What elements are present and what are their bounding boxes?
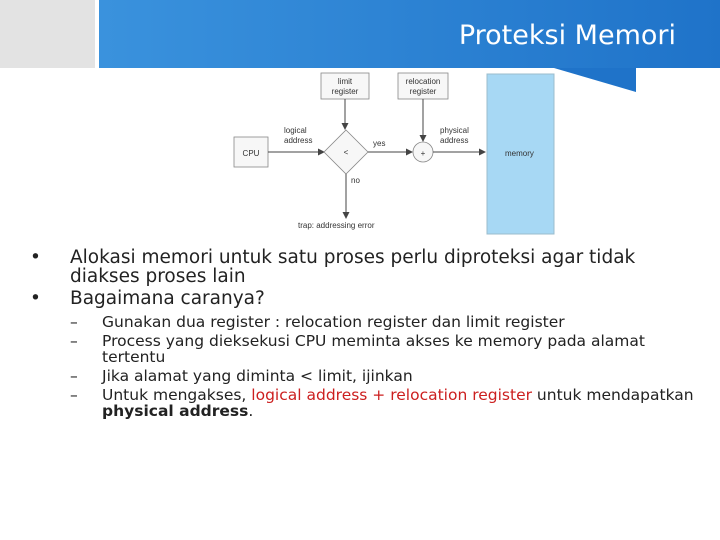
compare-symbol: < — [343, 148, 349, 157]
slide-title: Proteksi Memori — [458, 20, 676, 51]
header-fold — [554, 68, 636, 92]
dash-marker: – — [70, 386, 78, 404]
bullet-marker: • — [30, 247, 41, 268]
relocation-register-label-line2: register — [409, 87, 437, 96]
bullet-list — [30, 248, 700, 422]
sub-bullet-text-mid: untuk mendapatkan — [532, 386, 694, 404]
dash-marker: – — [70, 332, 78, 350]
bullet-item — [30, 289, 700, 419]
bullet-text: Alokasi memori untuk satu proses perlu diproteksi agar tidak diakses proses lain — [70, 247, 636, 287]
highlight-logical-plus-relocation: logical address + relocation register — [251, 386, 532, 404]
sub-bullet-list — [70, 314, 700, 419]
sub-bullet-text-end: . — [248, 402, 254, 420]
sub-bullet-text-prefix: Untuk mengakses, — [102, 386, 252, 404]
memory-label: memory — [505, 149, 534, 158]
bullet-text: Bagaimana caranya? — [70, 288, 265, 309]
limit-register-label-line1: limit — [337, 77, 353, 86]
adder-symbol: + — [420, 149, 426, 158]
logical-address-label-line2: address — [284, 136, 313, 145]
sub-bullet-item — [70, 387, 700, 419]
sub-bullet-text: Jika alamat yang diminta < limit, ijinkan — [102, 367, 413, 385]
physical-address-label-line2: address — [440, 136, 469, 145]
sub-bullet-item — [70, 368, 700, 384]
relocation-register-label-line1: relocation — [405, 77, 441, 86]
bold-physical-address: physical address — [102, 402, 249, 420]
sub-bullet-text: Gunakan dua register : relocation register dan limit register — [102, 313, 565, 331]
yes-label: yes — [373, 139, 386, 148]
limit-register-label-line2: register — [331, 87, 359, 96]
sub-bullet-text: Process yang dieksekusi CPU meminta akses ke memory pada alamat tertentu — [102, 332, 645, 366]
bullet-marker: • — [30, 288, 41, 309]
physical-address-label-line1: physical — [440, 126, 469, 135]
dash-marker: – — [70, 313, 78, 331]
sub-bullet-item — [70, 314, 700, 330]
trap-label: trap: addressing error — [298, 221, 375, 230]
cpu-label: CPU — [242, 149, 260, 158]
sub-bullet-item — [70, 333, 700, 365]
logical-address-label-line1: logical — [284, 126, 307, 135]
no-label: no — [351, 176, 360, 185]
dash-marker: – — [70, 367, 78, 385]
bullet-item — [30, 248, 700, 286]
